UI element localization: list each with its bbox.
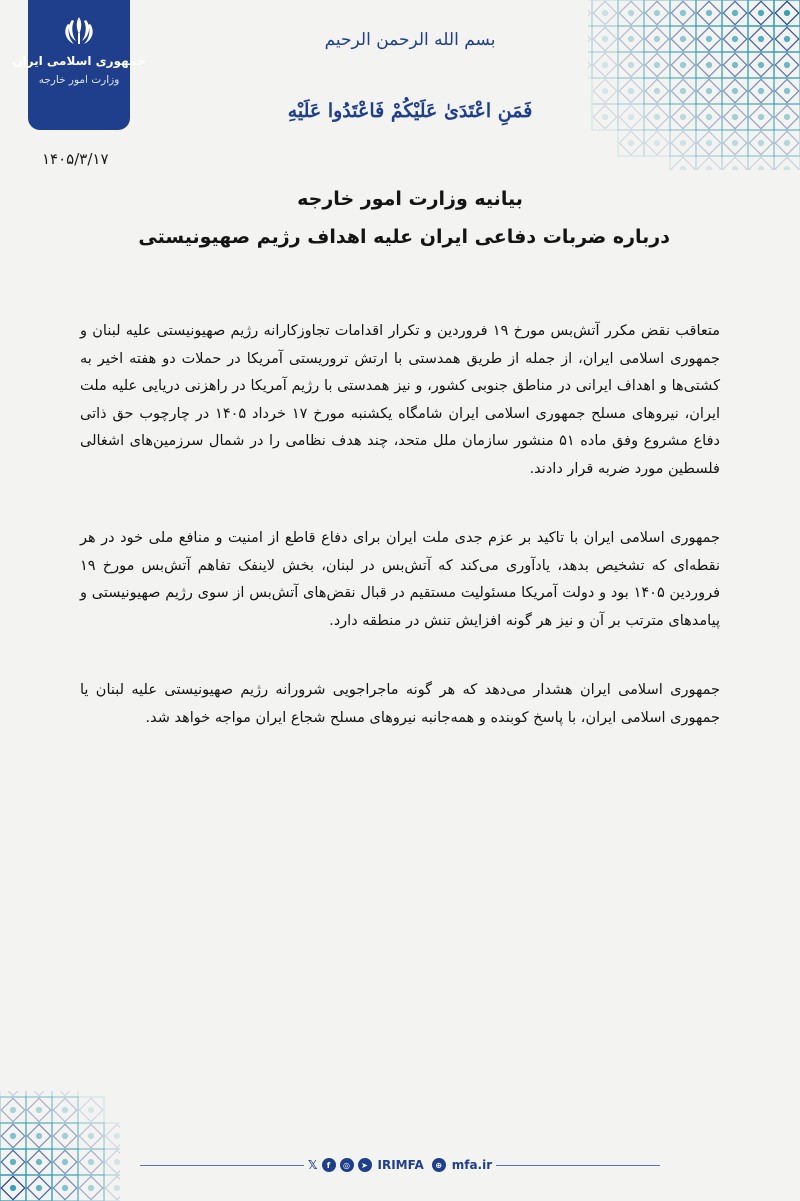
basmala-calligraphy: بسم الله الرحمن الرحیم: [324, 30, 496, 50]
facebook-icon[interactable]: f: [322, 1158, 336, 1172]
body-paragraph-2: جمهوری اسلامی ایران با تاکید بر عزم جدی ملت ایران برای دفاع قاطع از امنیت و منافع ملی خود در هر نقطه‌ای که تشخیص بدهد، یادآوری می‌کند که آتش‌بس در لبنان، بخش لاینفک تفاهم آتش‌بس مورخ ۱۹ فروردین ۱۴۰۵ بود و دولت آمریکا مسئولیت مستقیم در قبال نقض‌های آتش‌بس از سوی رژیم صهیونیستی و پیامدهای مترتب بر آن و نیز هر گونه افزایش تنش در منطقه دارد.: [80, 530, 720, 629]
website-link: [432, 1158, 492, 1172]
logo-ministry-name: وزارت امور خارجه: [38, 74, 120, 86]
statement-date: ۱۴۰۵/۳/۱۷: [42, 150, 109, 168]
logo-country-name: جمهوری اسلامی ایران: [12, 54, 146, 68]
footer-divider-left: [140, 1165, 304, 1166]
social-links: [308, 1158, 424, 1172]
footer-divider-right: [496, 1165, 660, 1166]
body-paragraph-1: متعاقب نقض مکرر آتش‌بس مورخ ۱۹ فروردین و تکرار اقدامات تجاوزکارانه رژیم صهیونیستی علیه لبنان و جمهوری اسلامی ایران، از جمله از طریق همدستی با ارتش تروریستی آمریکا در حملات دو هفته اخیر به کشتی‌ها و اهداف ایرانی در مناطق جنوبی کشور، و نیز همدستی با رژیم آمریکا در راهزنی دریایی علیه ملت ایران، نیروهای مسلح جمهوری اسلامی ایران شامگاه یکشنبه مورخ ۱۷ خرداد ۱۴۰۵ در چارچوب حق ذاتی دفاع مشروع وفق ماده ۵۱ منشور سازمان ملل متحد، چند هدف نظامی را در شمال سرزمین‌های اشغالی فلسطین مورد ضربه قرار دادند.: [80, 323, 721, 477]
iran-emblem-icon: [62, 14, 96, 48]
quran-verse: فَمَنِ اعْتَدَىٰ عَلَيْكُمْ فَاعْتَدُوا عَلَيْهِ: [287, 100, 533, 122]
title-line-1: بیانیه وزارت امور خارجه: [297, 188, 523, 210]
corner-pattern-top-right: [588, 0, 800, 170]
statement-title: [138, 180, 670, 256]
website-url[interactable]: mfa.ir: [451, 1158, 493, 1172]
corner-pattern-bottom-left: [0, 1091, 120, 1201]
title-line-2: درباره ضربات دفاعی ایران علیه اهداف رژیم صهیونیستی: [138, 226, 670, 248]
x-icon[interactable]: 𝕏: [307, 1158, 318, 1172]
ministry-logo: [12, 0, 146, 130]
footer-bar: [140, 1152, 660, 1178]
social-handle[interactable]: IRIMFA: [377, 1158, 424, 1172]
instagram-icon[interactable]: ◎: [340, 1158, 354, 1172]
globe-icon: ⊕: [432, 1158, 446, 1172]
body-paragraph-3: جمهوری اسلامی ایران هشدار می‌دهد که هر گونه ماجراجویی شرورانه رژیم صهیونیستی علیه لبنان یا جمهوری اسلامی ایران، با پاسخ کوبنده و همه‌جانبه نیروهای مسلح شجاع ایران مواجه خواهد شد.: [80, 682, 720, 726]
telegram-icon[interactable]: ➤: [358, 1158, 372, 1172]
statement-body: [80, 318, 720, 774]
